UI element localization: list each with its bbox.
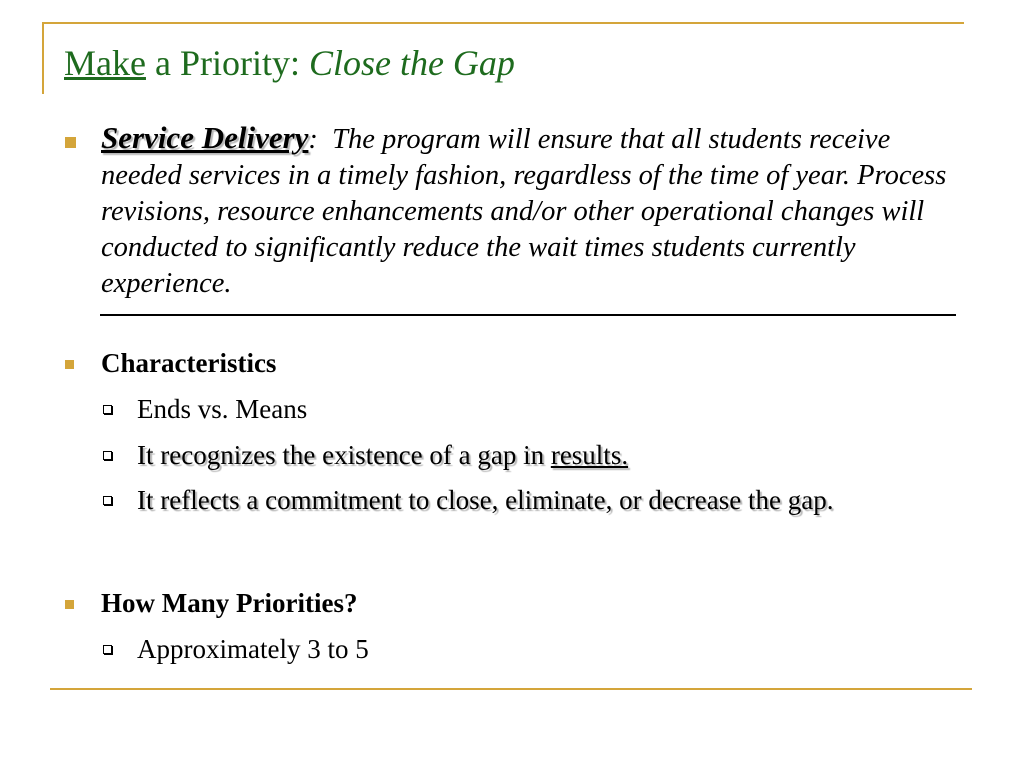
service-delivery-colon: : bbox=[308, 124, 318, 155]
characteristics-item-ends-means: Ends vs. Means bbox=[137, 394, 308, 424]
priorities-heading: How Many Priorities? bbox=[101, 588, 358, 618]
bullet-square-icon bbox=[65, 600, 74, 609]
checkbox-bullet-icon bbox=[103, 405, 112, 414]
title-make: Make bbox=[64, 43, 146, 83]
characteristics-heading: Characteristics bbox=[101, 348, 277, 378]
service-delivery-paragraph bbox=[101, 120, 971, 302]
checkbox-bullet-icon bbox=[103, 496, 112, 505]
frame-top-line bbox=[42, 22, 964, 24]
priorities-item-count: Approximately 3 to 5 bbox=[137, 634, 369, 664]
title-middle: a Priority: bbox=[145, 43, 309, 83]
bullet-square-icon bbox=[65, 360, 74, 369]
frame-bottom-line bbox=[50, 688, 972, 690]
characteristics-item-commitment: It reflects a commitment to close, eliminate, or decrease the gap. bbox=[137, 485, 834, 515]
title-close-the-gap: Close the Gap bbox=[308, 43, 515, 83]
characteristics-item-gap bbox=[137, 436, 628, 474]
service-delivery-label: Service Delivery bbox=[101, 120, 309, 155]
checkbox-bullet-icon bbox=[103, 451, 112, 460]
service-delivery-text: The program will ensure that all students receive needed services in a timely fashion, regardless of the time of year. Process revisions, resource enhancements and/or other operational changes will conducted to significantly reduce the wait times students currently experience. bbox=[101, 124, 947, 299]
results-link: results. bbox=[550, 440, 629, 470]
gap-text: It recognizes the existence of a gap in bbox=[137, 440, 551, 470]
frame-left-line bbox=[42, 22, 44, 94]
divider-line bbox=[100, 314, 956, 316]
slide-title bbox=[64, 42, 515, 84]
checkbox-bullet-icon bbox=[103, 645, 112, 654]
bullet-square-icon bbox=[65, 137, 76, 148]
